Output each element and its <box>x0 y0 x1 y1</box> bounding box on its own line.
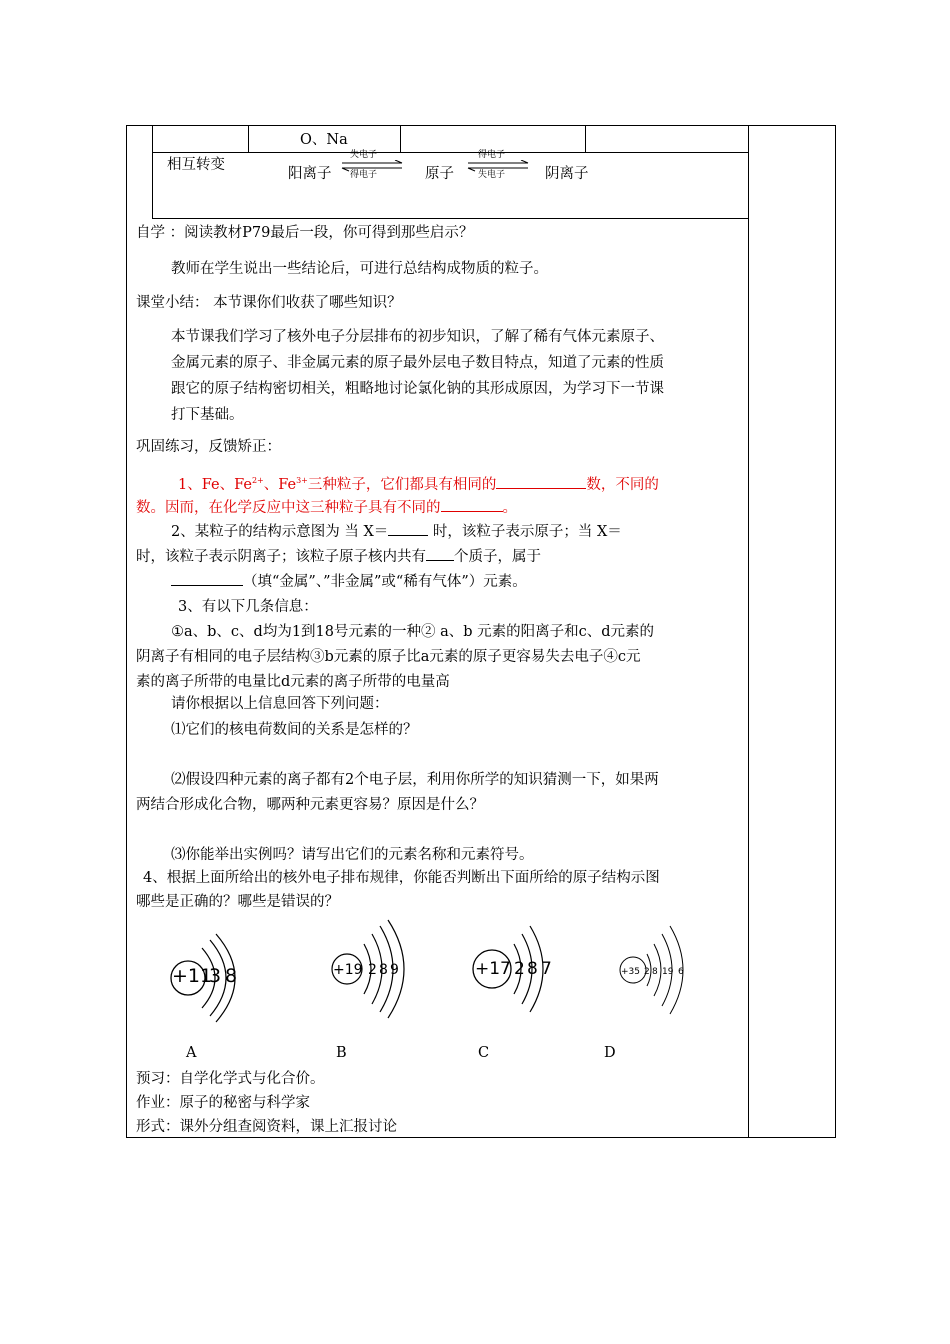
homework-line: 作业：原子的秘密与科学家 <box>136 1095 310 1111</box>
q1-text-d: 数，不同的 <box>586 476 659 493</box>
shell-b-1: 2 <box>368 962 377 978</box>
question-3-info-2: 阴离子有相同的电子层结构③b元素的原子比a元素的原子更容易失去电子④c元 <box>136 649 641 665</box>
arrow2-top-label: 得电子 <box>478 150 506 160</box>
q1-text-e: 数。因而，在化学反应中这三种粒子具有不同的 <box>136 500 441 516</box>
form-line: 形式：课外分组查阅资料，课上汇报讨论 <box>136 1119 397 1135</box>
question-3-info-3: 素的离子所带的电量比d元素的离子所带的电量高 <box>136 674 450 690</box>
question-4-line-1: 4、根据上面所给出的核外电子排布规律，你能否判断出下面所给的原子结构示图 <box>143 870 660 886</box>
summary-heading: 课堂小结： 本节课你们收获了哪些知识？ <box>136 295 402 311</box>
atom-label: 原子 <box>425 166 454 182</box>
question-3-sub-2-line-2: 两结合形成化合物，哪两种元素更容易？原因是什么？ <box>136 797 484 813</box>
diagram-label-a: A <box>186 1045 197 1061</box>
q1-text-f: 。 <box>502 500 517 516</box>
shell-a-2: 8 <box>225 965 238 987</box>
question-3-sub-3: ⑶你能举出实例吗？请写出它们的元素名称和元素符号。 <box>171 847 534 863</box>
inner-divider-3 <box>585 125 586 153</box>
question-2-line-1 <box>171 521 622 542</box>
inner-divider-2 <box>400 125 401 153</box>
diagram-label-d: D <box>604 1045 616 1061</box>
shell-b-2: 8 <box>379 962 388 978</box>
inner-divider-1 <box>248 125 249 153</box>
teacher-line: 教师在学生说出一些结论后，可进行总结构成物质的粒子。 <box>171 261 548 277</box>
summary-line-4: 打下基础。 <box>171 407 244 423</box>
shell-c-3: 7 <box>541 959 552 979</box>
q1-sup-1: 2+ <box>251 476 264 485</box>
cation-label: 阳离子 <box>288 166 332 182</box>
q1-blank-1[interactable] <box>496 474 586 489</box>
q2-text-d: 个质子，属于 <box>454 549 541 565</box>
q2-blank-3[interactable] <box>171 571 243 586</box>
arrow2-bottom-label: 失电子 <box>478 170 506 180</box>
inner-bottom-border <box>152 218 748 219</box>
summary-line-1: 本节课我们学习了核外电子分层排布的初步知识，了解了稀有气体元素原子、 <box>171 329 664 345</box>
shell-d-3: 19 <box>662 967 674 977</box>
question-3-sub-1: ⑴它们的核电荷数间的关系是怎样的？ <box>171 722 418 738</box>
shell-b-3: 9 <box>390 962 399 978</box>
summary-line-2: 金属元素的原子、非金属元素的原子最外层电子数目特点，知道了元素的性质 <box>171 355 664 371</box>
practice-heading: 巩固练习，反馈矫正： <box>136 439 281 455</box>
nucleus-a: +11 <box>172 965 213 987</box>
q1-blank-2[interactable] <box>441 497 503 512</box>
shell-d-1: 2 <box>644 967 650 977</box>
row-label-conversion: 相互转变 <box>167 157 225 173</box>
q2-text-a: 2、某粒子的结构示意图为 当 X＝ <box>171 524 389 540</box>
selfstudy-line: 自学 ：阅读教材P79最后一段，你可得到那些启示？ <box>136 225 474 241</box>
shell-c-2: 8 <box>527 959 538 979</box>
shell-a-1: 3 <box>209 965 222 987</box>
atom-diagram-d <box>618 922 728 1036</box>
question-2-line-3 <box>171 571 527 592</box>
q2-blank-2[interactable] <box>426 546 454 561</box>
inner-row-separator <box>152 152 748 153</box>
table-right-column-divider <box>748 125 749 1138</box>
diagram-label-c: C <box>478 1045 490 1061</box>
q1-text-c: 三种粒子，它们都具有相同的 <box>307 476 497 493</box>
arrow1-bottom-label: 得电子 <box>350 170 378 180</box>
shell-d-4: 6 <box>678 967 684 977</box>
q2-text-e: （填“金属”、”非金属”或“稀有气体”）元素。 <box>243 574 527 590</box>
question-2-line-2 <box>136 546 541 567</box>
atom-diagram-a <box>162 930 272 1044</box>
q2-blank-1[interactable] <box>388 521 428 536</box>
question-3-instruction: 请你根据以上信息回答下列问题： <box>171 696 389 712</box>
preview-line: 预习：自学化学式与化合价。 <box>136 1071 325 1087</box>
nucleus-c: +17 <box>475 959 511 979</box>
q1-text-a: 1、Fe、Fe <box>178 476 252 493</box>
question-3-sub-2-line-1: ⑵假设四种元素的离子都有2个电子层，利用你所学的知识猜测一下，如果两 <box>171 772 659 788</box>
inner-left-border <box>152 125 153 219</box>
q1-text-b: 、Fe <box>263 476 297 493</box>
diagram-label-b: B <box>336 1045 347 1061</box>
question-1-line-2 <box>136 497 517 518</box>
question-3-info-1: ①a、b、c、d均为1到18号元素的一种② a、b 元素的阳离子和c、d元素的 <box>171 624 655 640</box>
q1-sup-2: 3+ <box>296 476 308 485</box>
atom-diagram-c <box>470 920 580 1034</box>
shell-c-1: 2 <box>514 959 525 979</box>
question-4-line-2: 哪些是正确的？哪些是错误的？ <box>136 894 339 910</box>
anion-label: 阴离子 <box>545 166 589 182</box>
atom-diagram-b <box>330 918 440 1032</box>
summary-line-3: 跟它的原子结构密切相关，粗略地讨论氯化钠的其形成原因，为学习下一节课 <box>171 381 664 397</box>
q2-text-b: 时，该粒子表示原子；当 X＝ <box>428 524 622 540</box>
nucleus-d: +35 <box>621 967 640 977</box>
arrow1-top-label: 失电子 <box>350 150 378 160</box>
shell-d-2: 8 <box>652 967 658 977</box>
question-3-heading: 3、有以下几条信息： <box>178 599 318 615</box>
cell-o-na: O、Na <box>300 132 348 148</box>
question-1-line-1 <box>178 471 659 495</box>
nucleus-b: +19 <box>333 962 363 978</box>
q2-text-c: 时，该粒子表示阴离子；该粒子原子核内共有 <box>136 549 426 565</box>
